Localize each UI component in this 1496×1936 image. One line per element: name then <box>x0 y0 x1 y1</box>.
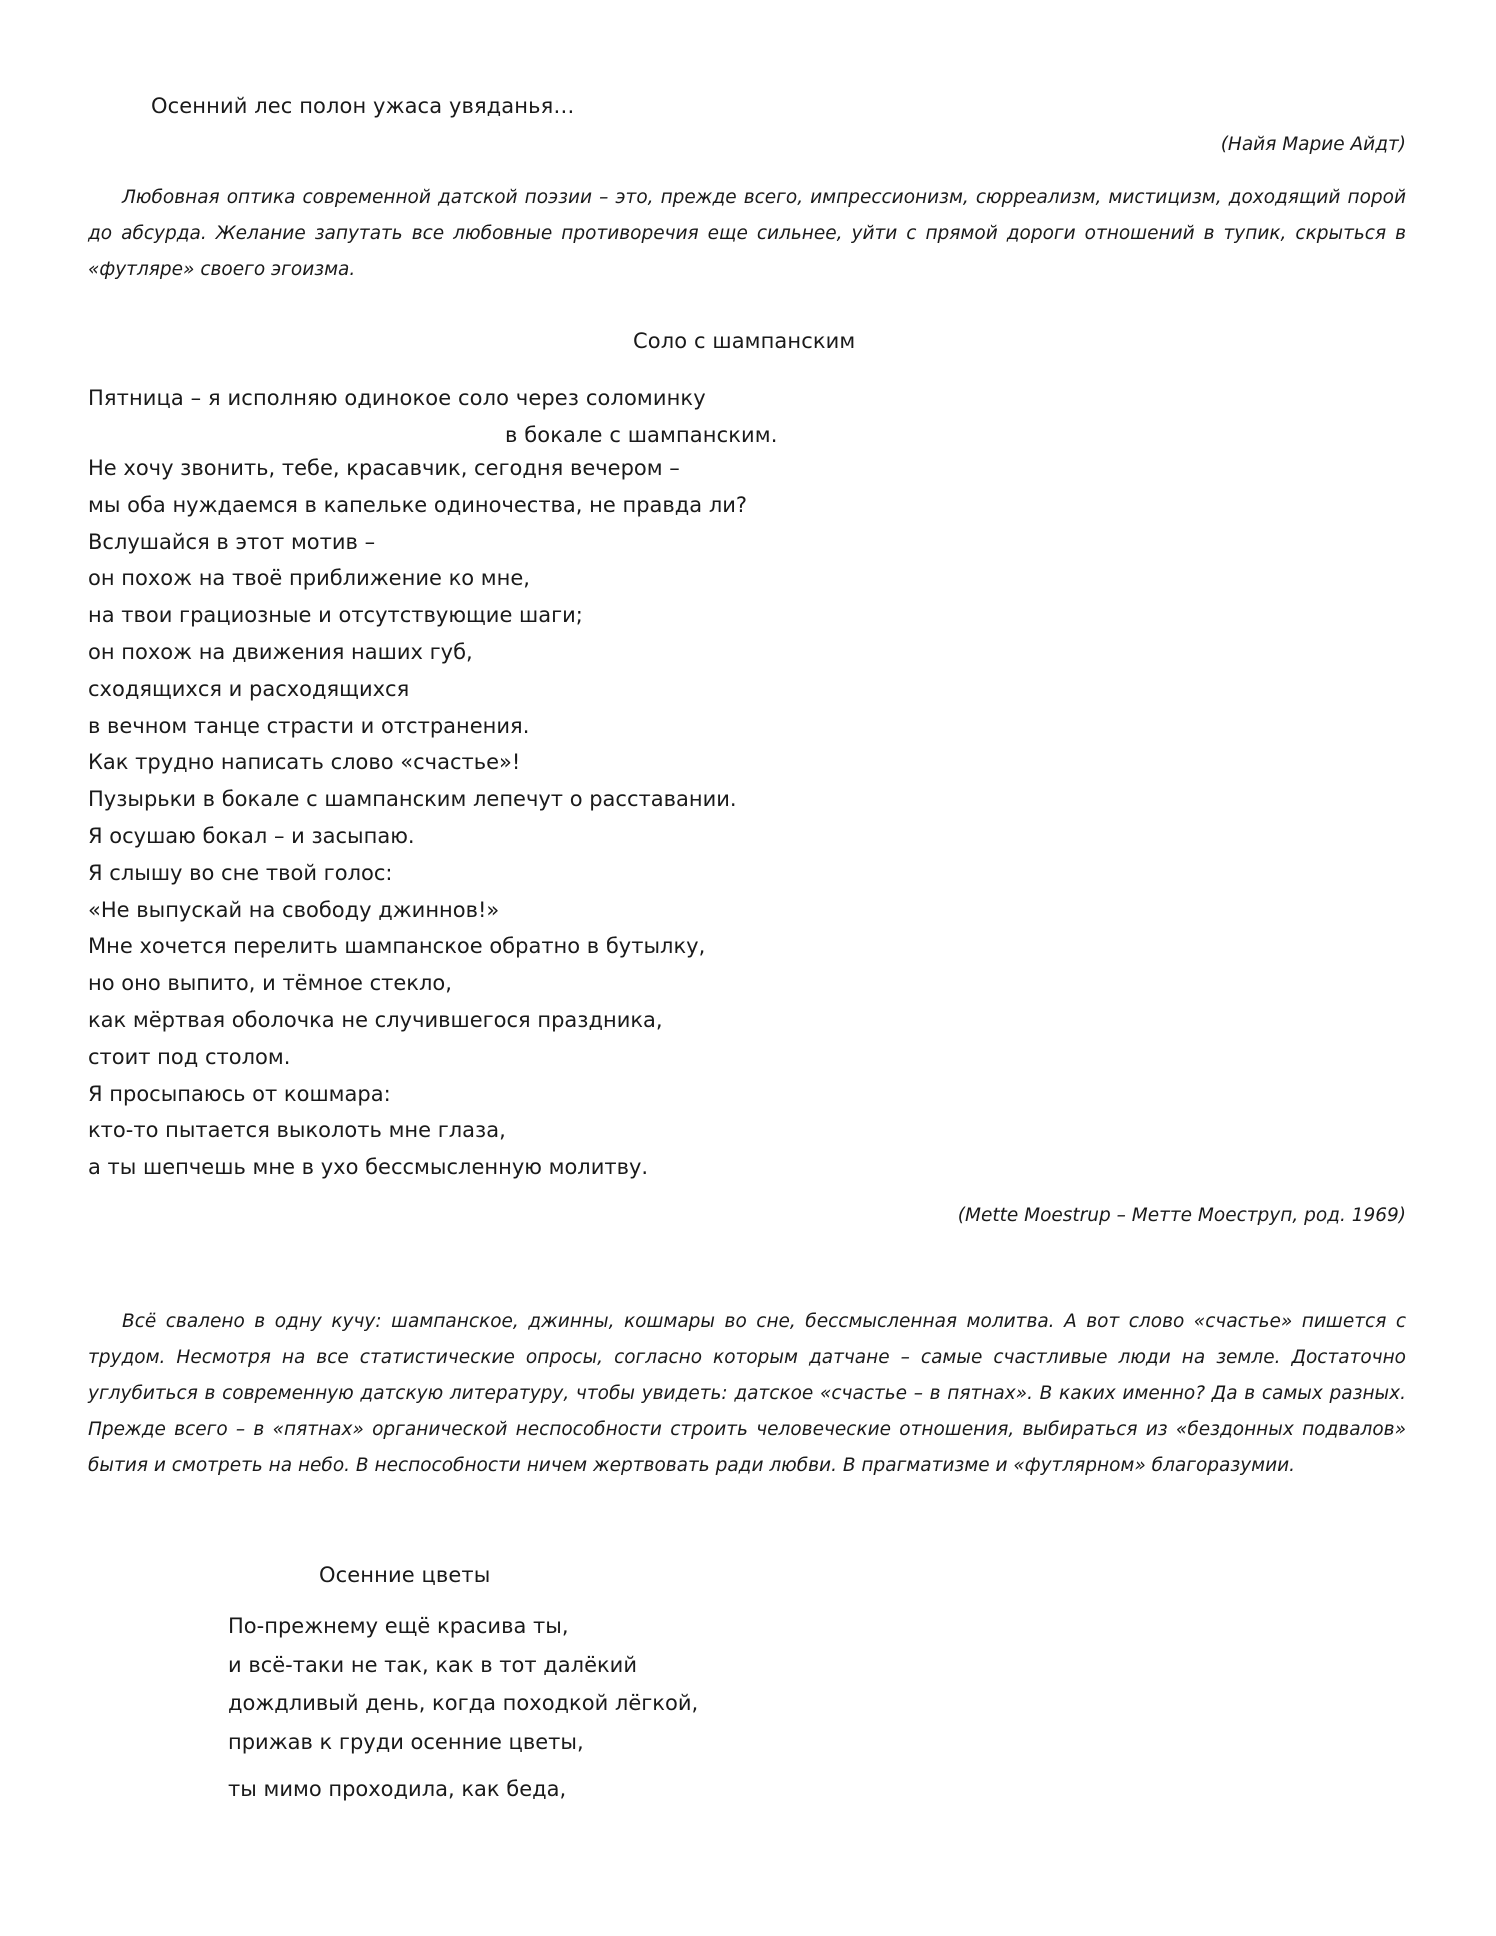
poem1-indented-line: в бокале с шампанским. <box>505 423 778 447</box>
poem1-first-line: Пятница – я исполняю одинокое соло через соломинку <box>88 386 706 410</box>
poem-line: Вслушайся в этот мотив – <box>88 529 376 554</box>
poem2-title: Осенние цветы <box>319 1563 491 1587</box>
poem-line: но оно выпито, и тёмное стекло, <box>88 971 452 996</box>
poem-line: а ты шепчешь мне в ухо бессмысленную молитву. <box>88 1155 649 1180</box>
poem-line: на твои грациозные и отсутствующие шаги; <box>88 603 583 628</box>
poem-line: «Не выпускай на свободу джиннов!» <box>88 897 500 922</box>
poem-line: Я осушаю бокал – и засыпаю. <box>88 823 415 848</box>
poem-line: кто-то пытается выколоть мне глаза, <box>88 1118 506 1143</box>
poem-line: он похож на движения наших губ, <box>88 639 473 664</box>
poem-line: Не хочу звонить, тебе, красавчик, сегодня вечером – <box>88 456 680 480</box>
poem-line: он похож на твоё приближение ко мне, <box>88 566 530 591</box>
poem2-stanza2 <box>228 1770 566 1809</box>
epigraph-attribution: (Найя Марие Айдт) <box>1220 134 1406 155</box>
poem-line: мы оба нуждаемся в капельке одиночества, не правда ли? <box>88 492 748 517</box>
poem1-title: Соло с шампанским <box>633 329 856 353</box>
poem-line: и всё-таки не так, как в тот далёкий <box>228 1652 637 1677</box>
poem-line: Я просыпаюсь от кошмара: <box>88 1081 391 1106</box>
poem1-lines <box>88 450 747 1186</box>
poem-line: в вечном танце страсти и отстранения. <box>88 713 530 738</box>
commentary-paragraph: Всё свалено в одну кучу: шампанское, джинны, кошмары во сне, бессмысленная молитва. А вот слово «счастье» пишется с трудом. Несмотря на все статистические опросы, согласно которым датчане – самые счастливые люди на земле. Достаточно углубиться в современную датскую литературу, чтобы увидеть: датское «счастье – в пятнах». В каких именно? Да в самых разных. Прежде всего – в «пятнах» органической неспособности строить человеческие отношения, выбираться из «бездонных подвалов» бытия и смотреть на небо. В неспособности ничем жертвовать ради любви. В прагматизме и «футлярном» благоразумии. <box>88 1311 1406 1476</box>
poem-line: Как трудно написать слово «счастье»! <box>88 750 521 775</box>
poem-line: дождливый день, когда походкой лёгкой, <box>228 1691 699 1715</box>
poem-line: ты мимо проходила, как беда, <box>228 1777 567 1801</box>
poem-line: По-прежнему ещё красива ты, <box>228 1614 569 1638</box>
poem2-stanza1 <box>228 1607 698 1761</box>
intro-paragraph: Любовная оптика современной датской поэзии – это, прежде всего, импрессионизм, сюрреализм, мистицизм, доходящий порой до абсурда. Желание запутать все любовные противоречия еще сильнее, уйти с прямой дороги отношений в тупик, скрыться в «футляре» своего эгоизма. <box>88 187 1406 280</box>
poem-line: Пузырьки в бокале с шампанским лепечут о расставании. <box>88 787 737 812</box>
poem-line: как мёртвая оболочка не случившегося праздника, <box>88 1007 663 1032</box>
poem-line: сходящихся и расходящихся <box>88 676 410 701</box>
epigraph-line: Осенний лес полон ужаса увяданья… <box>151 94 575 118</box>
poem1-attribution: (Mette Moestrup – Метте Моеструп, род. 1969) <box>957 1205 1406 1226</box>
poem-line: стоит под столом. <box>88 1044 291 1069</box>
poem-line: Мне хочется перелить шампанское обратно в бутылку, <box>88 934 706 959</box>
poem-line: Я слышу во сне твой голос: <box>88 860 393 885</box>
poem-line: прижав к груди осенние цветы, <box>228 1729 584 1754</box>
